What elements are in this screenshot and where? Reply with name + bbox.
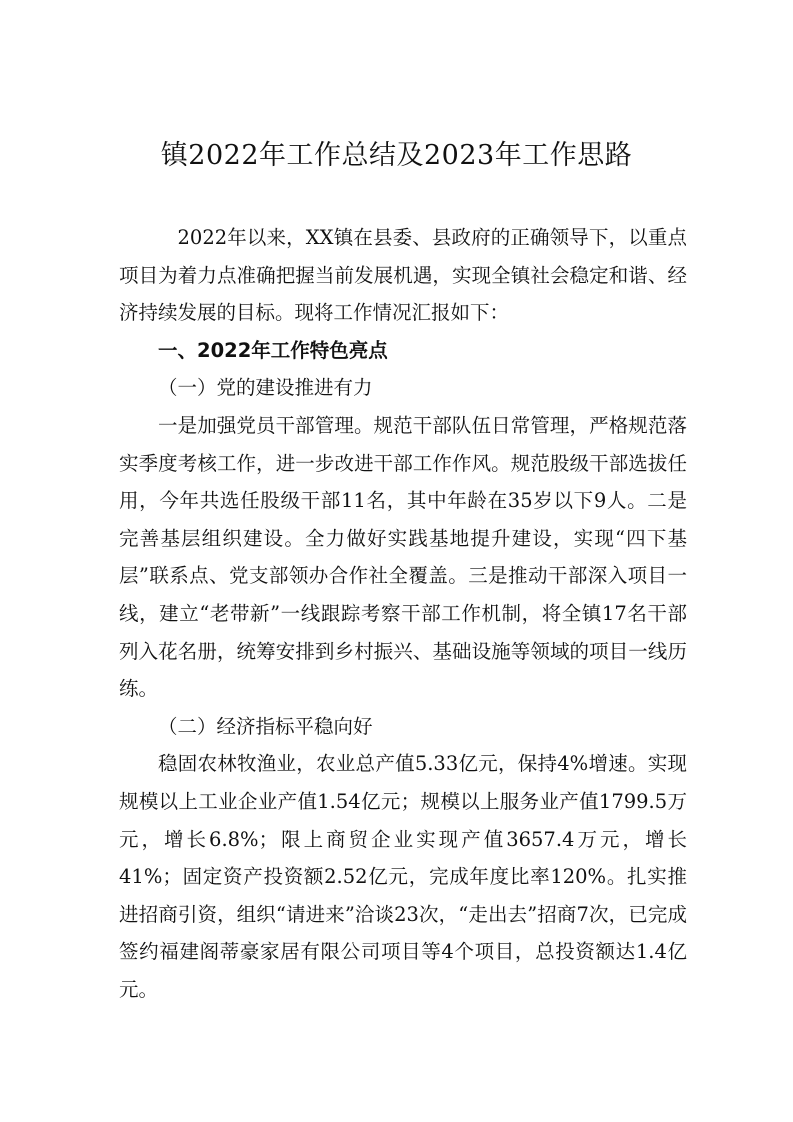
subsection-heading-1: （一）党的建设推进有力 bbox=[158, 376, 373, 400]
document-title: 镇2022年工作总结及2023年工作思路 bbox=[160, 140, 633, 171]
section-heading-1: 一、2022年工作特色亮点 bbox=[158, 338, 388, 362]
intro-paragraph: 2022年以来，XX镇在县委、县政府的正确领导下，以重点项目为着力点准确把握当前发展机遇，实现全镇社会稳定和谐、经济持续发展的目标。现将工作情况汇报如下： bbox=[119, 226, 687, 325]
subsection-1-paragraph: 一是加强党员干部管理。规范干部队伍日常管理，严格规范落实季度考核工作，进一步改进干部工作作风。规范股级干部选拔任用，今年共选任股级干部11名，其中年龄在35岁以下9人。二是完善基层组织建设。全力做好实践基地提升建设，实现“四下基层”联系点、党支部领办合作社全覆盖。三是推动干部深入项目一线，建立“老带新”一线跟踪考察干部工作机制，将全镇17名干部列入花名册，统筹安排到乡村振兴、基础设施等领域的项目一线历练。 bbox=[119, 413, 687, 701]
subsection-heading-2: （二）经济指标平稳向好 bbox=[158, 714, 373, 738]
document-body bbox=[119, 219, 687, 1008]
subsection-2-paragraph: 稳固农林牧渔业，农业总产值5.33亿元，保持4%增速。实现规模以上工业企业产值1.54亿元；规模以上服务业产值1799.5万元，增长6.8%；限上商贸企业实现产值3657.4万元，增长41%；固定资产投资额2.52亿元，完成年度比率120%。扎实推进招商引资，组织“请进来”洽谈23次，“走出去”招商7次，已完成签约福建阁蒂豪家居有限公司项目等4个项目，总投资额达1.4亿元。 bbox=[119, 752, 687, 1001]
